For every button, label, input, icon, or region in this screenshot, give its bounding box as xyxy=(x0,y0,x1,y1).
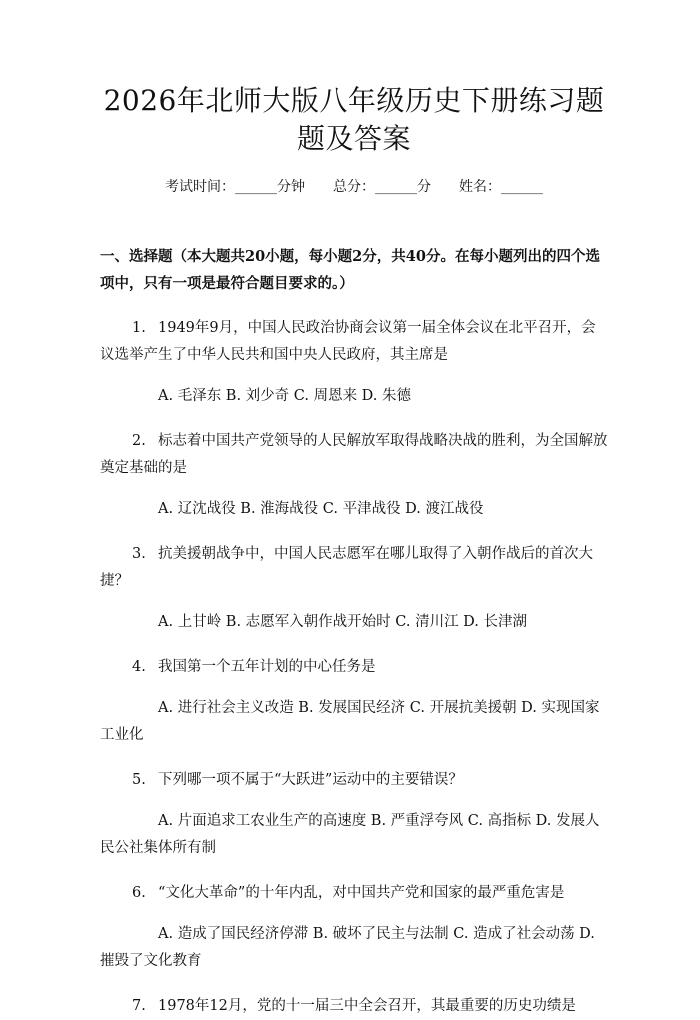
question-number: 4. xyxy=(132,659,146,675)
student-name-label: 姓名：______ xyxy=(459,179,543,195)
exam-time-label: 考试时间：______分钟 xyxy=(165,179,305,195)
question-text: “文化大革命”的十年内乱，对中国共产党和国家的最严重危害是 xyxy=(158,885,565,901)
question-number: 6. xyxy=(132,885,146,901)
question-options: A. 辽沈战役 B. 淮海战役 C. 平津战役 D. 渡江战役 xyxy=(158,501,484,517)
question-text: 我国第一个五年计划的中心任务是 xyxy=(158,659,376,675)
question-number: 5. xyxy=(132,772,146,788)
question-stem xyxy=(100,654,608,681)
question-stem xyxy=(100,541,608,595)
question-text: 下列哪一项不属于“大跃进”运动中的主要错误？ xyxy=(158,772,463,788)
question-number: 7. xyxy=(132,998,146,1014)
question-stem xyxy=(100,428,608,482)
question-number: 3. xyxy=(132,546,146,562)
question-text: 标志着中国共产党领导的人民解放军取得战略决战的胜利，为全国解放奠定基础的是 xyxy=(100,433,608,476)
question-options: A. 上甘岭 B. 志愿军入朝作战开始时 C. 清川江 D. 长津湖 xyxy=(158,614,528,630)
question-stem xyxy=(100,315,608,369)
question-options: A. 进行社会主义改造 B. 发展国民经济 C. 开展抗美援朝 D. 实现国家工业化 xyxy=(100,700,600,743)
question-text: 1949年9月，中国人民政治协商会议第一届全体会议在北平召开，会议选举产生了中华人民共和国中央人民政府，其主席是 xyxy=(100,320,596,363)
section-heading: 一、选择题（本大题共20小题，每小题2分，共40分。在每小题列出的四个选项中，只有一项是最符合题目要求的。） xyxy=(100,248,600,292)
question-options: A. 毛泽东 B. 刘少奇 C. 周恩来 D. 朱德 xyxy=(158,388,412,404)
question-stem xyxy=(100,880,608,907)
question-options: A. 造成了国民经济停滞 B. 破坏了民主与法制 C. 造成了社会动荡 D. 摧毁了文化教育 xyxy=(100,926,595,969)
question-number: 2. xyxy=(132,433,146,449)
question-stem xyxy=(100,993,608,1020)
question-options: A. 片面追求工农业生产的高速度 B. 严重浮夸风 C. 高指标 D. 发展人民公社集体所有制 xyxy=(100,813,600,856)
exam-meta xyxy=(100,177,608,197)
document-title: 2026年北师大版八年级历史下册练习题题及答案 xyxy=(103,84,605,155)
question-text: 1978年12月，党的十一届三中全会召开，其最重要的历史功绩是 xyxy=(158,998,576,1014)
total-score-label: 总分：______分 xyxy=(333,179,431,195)
question-stem xyxy=(100,767,608,794)
question-number: 1. xyxy=(132,320,146,336)
question-text: 抗美援朝战争中，中国人民志愿军在哪儿取得了入朝作战后的首次大捷？ xyxy=(100,546,593,589)
